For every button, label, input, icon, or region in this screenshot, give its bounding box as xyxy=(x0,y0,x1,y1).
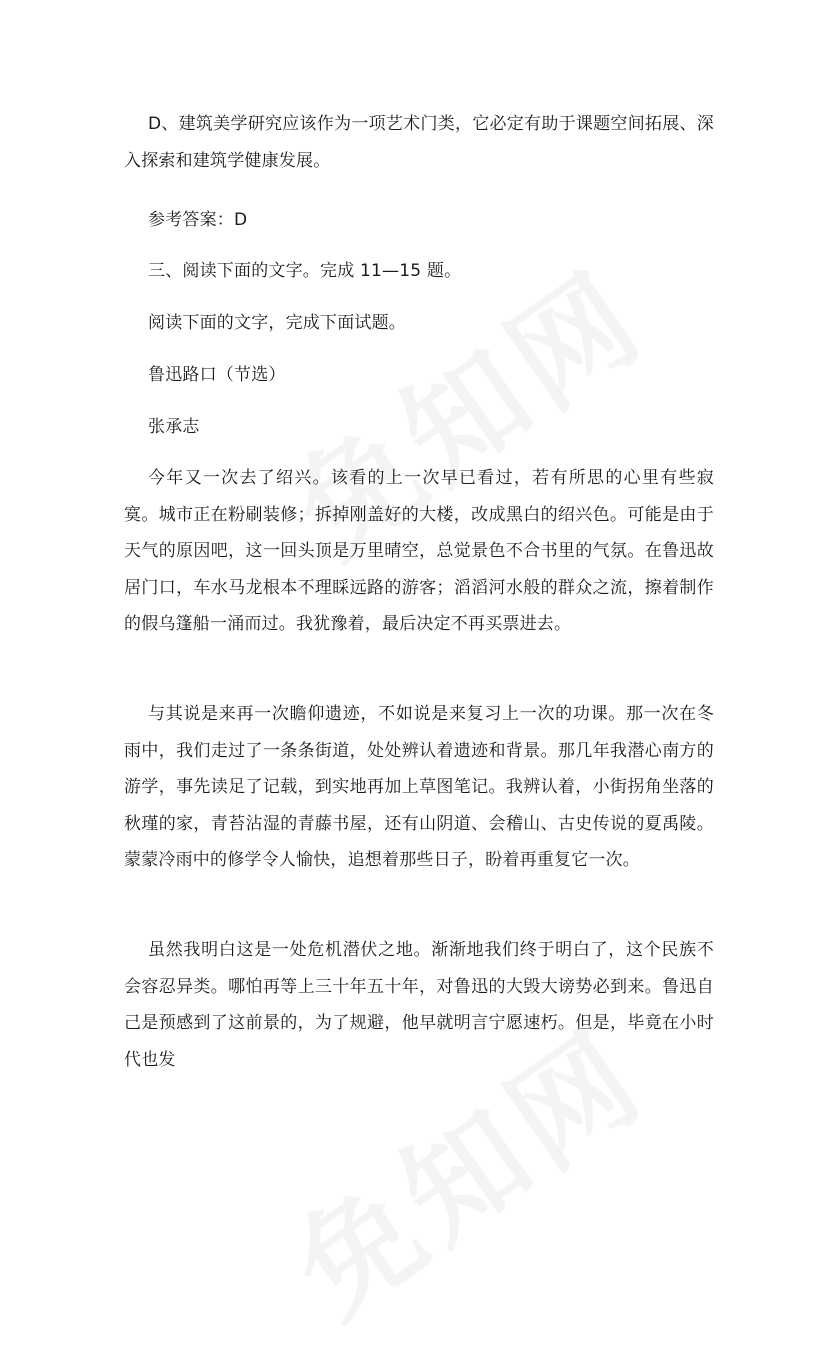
article-paragraph-3: 虽然我明白这是一处危机潜伏之地。渐渐地我们终于明白了，这个民族不会容忍异类。哪怕再等上三十年五十年，对鲁迅的大毁大谤势必到来。鲁迅自己是预感到了这前景的，为了规避，他早就明言宁愿速朽。但是，毕竟在小时代也发 xyxy=(124,940,714,1070)
article-author: 张承志 xyxy=(148,417,200,437)
answer-line: 参考答案：D xyxy=(148,210,248,230)
instruction-line: 阅读下面的文字，完成下面试题。 xyxy=(148,313,406,333)
option-d-paragraph: D、建筑美学研究应该作为一项艺术门类，它必定有助于课题空间拓展、深入探索和建筑学健康发展。 xyxy=(124,114,714,171)
article-paragraph-2: 与其说是来再一次瞻仰遗迹，不如说是来复习上一次的功课。那一次在冬雨中，我们走过了一条条街道，处处辨认着遗迹和背景。那几年我潜心南方的游学，事先读足了记载，到实地再加上草图笔记。我辨认着，小街拐角坐落的秋瑾的家，青苔沾湿的青藤书屋，还有山阴道、会稽山、古史传说的夏禹陵。蒙蒙冷雨中的修学令人愉快，追想着那些日子，盼着再重复它一次。 xyxy=(124,704,714,870)
article-paragraph-1: 今年又一次去了绍兴。该看的上一次早已看过，若有所思的心里有些寂寞。城市正在粉刷装修；拆掉刚盖好的大楼，改成黑白的绍兴色。可能是由于天气的原因吧，这一回头顶是万里晴空，总觉景色不合书里的气氛。在鲁迅故居门口，车水马龙根本不理睬远路的游客；滔滔河水般的群众之流，擦着制作的假乌篷船一涌而过。我犹豫着，最后决定不再买票进去。 xyxy=(124,468,714,634)
section-heading: 三、阅读下面的文字。完成 11—15 题。 xyxy=(148,261,462,281)
article-title: 鲁迅路口（节选） xyxy=(148,365,286,385)
